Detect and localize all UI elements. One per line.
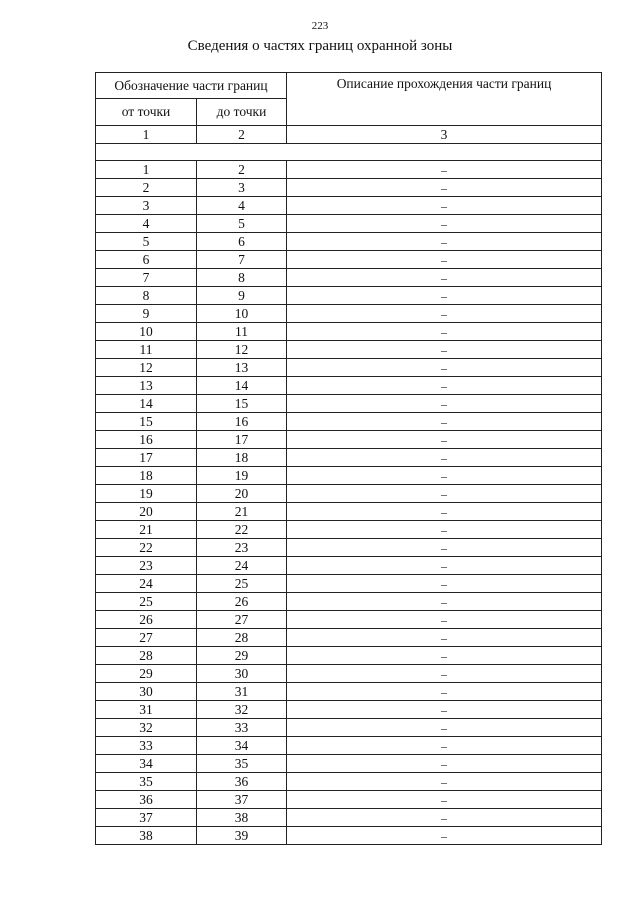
description-cell: – <box>287 287 602 305</box>
column-number-row <box>96 126 602 144</box>
to-point-cell: 23 <box>197 539 287 557</box>
to-point-cell: 16 <box>197 413 287 431</box>
table-row <box>96 161 602 179</box>
designation-header: Обозначение части границ <box>96 73 287 99</box>
from-point-cell: 34 <box>96 755 197 773</box>
to-point-cell: 21 <box>197 503 287 521</box>
description-cell: – <box>287 467 602 485</box>
table-row <box>96 431 602 449</box>
description-cell: – <box>287 233 602 251</box>
description-cell: – <box>287 359 602 377</box>
table-row <box>96 269 602 287</box>
table-row <box>96 233 602 251</box>
description-cell: – <box>287 701 602 719</box>
table-row <box>96 305 602 323</box>
from-point-cell: 4 <box>96 215 197 233</box>
to-point-cell: 11 <box>197 323 287 341</box>
description-cell: – <box>287 161 602 179</box>
from-point-cell: 20 <box>96 503 197 521</box>
from-point-cell: 21 <box>96 521 197 539</box>
to-point-cell: 33 <box>197 719 287 737</box>
to-point-cell: 18 <box>197 449 287 467</box>
description-cell: – <box>287 539 602 557</box>
description-cell: – <box>287 629 602 647</box>
description-cell: – <box>287 431 602 449</box>
description-cell: – <box>287 737 602 755</box>
to-point-cell: 15 <box>197 395 287 413</box>
from-point-cell: 17 <box>96 449 197 467</box>
to-point-cell: 13 <box>197 359 287 377</box>
table-row <box>96 737 602 755</box>
table-row <box>96 179 602 197</box>
to-point-cell: 6 <box>197 233 287 251</box>
description-cell: – <box>287 809 602 827</box>
description-cell: – <box>287 773 602 791</box>
table-row <box>96 323 602 341</box>
table-row <box>96 377 602 395</box>
table-row <box>96 773 602 791</box>
description-cell: – <box>287 269 602 287</box>
to-point-cell: 14 <box>197 377 287 395</box>
table-row <box>96 521 602 539</box>
table-row <box>96 719 602 737</box>
from-point-cell: 30 <box>96 683 197 701</box>
from-point-cell: 35 <box>96 773 197 791</box>
spacer-cell <box>96 144 602 161</box>
from-point-cell: 19 <box>96 485 197 503</box>
description-cell: – <box>287 413 602 431</box>
table-row <box>96 467 602 485</box>
table-row <box>96 503 602 521</box>
table-row <box>96 701 602 719</box>
from-point-cell: 27 <box>96 629 197 647</box>
from-point-cell: 31 <box>96 701 197 719</box>
to-point-cell: 19 <box>197 467 287 485</box>
table-row <box>96 809 602 827</box>
to-point-cell: 32 <box>197 701 287 719</box>
to-point-cell: 36 <box>197 773 287 791</box>
table-row <box>96 251 602 269</box>
table-row <box>96 287 602 305</box>
from-point-cell: 24 <box>96 575 197 593</box>
description-cell: – <box>287 755 602 773</box>
to-point-cell: 10 <box>197 305 287 323</box>
description-cell: – <box>287 341 602 359</box>
from-point-header: от точки <box>96 99 197 126</box>
from-point-cell: 5 <box>96 233 197 251</box>
to-point-cell: 2 <box>197 161 287 179</box>
table-row <box>96 539 602 557</box>
to-point-cell: 29 <box>197 647 287 665</box>
to-point-cell: 4 <box>197 197 287 215</box>
table-row <box>96 665 602 683</box>
column-number: 1 <box>96 126 197 144</box>
to-point-cell: 30 <box>197 665 287 683</box>
description-cell: – <box>287 485 602 503</box>
column-number: 2 <box>197 126 287 144</box>
description-cell: – <box>287 197 602 215</box>
to-point-cell: 17 <box>197 431 287 449</box>
table-row <box>96 557 602 575</box>
from-point-cell: 7 <box>96 269 197 287</box>
from-point-cell: 3 <box>96 197 197 215</box>
to-point-cell: 25 <box>197 575 287 593</box>
description-cell: – <box>287 575 602 593</box>
boundary-parts-table <box>95 72 602 845</box>
description-cell: – <box>287 377 602 395</box>
to-point-header: до точки <box>197 99 287 126</box>
description-cell: – <box>287 503 602 521</box>
from-point-cell: 15 <box>96 413 197 431</box>
description-cell: – <box>287 323 602 341</box>
description-cell: – <box>287 449 602 467</box>
description-cell: – <box>287 665 602 683</box>
from-point-cell: 18 <box>96 467 197 485</box>
from-point-cell: 11 <box>96 341 197 359</box>
from-point-cell: 13 <box>96 377 197 395</box>
to-point-cell: 12 <box>197 341 287 359</box>
description-cell: – <box>287 305 602 323</box>
from-point-cell: 33 <box>96 737 197 755</box>
from-point-cell: 25 <box>96 593 197 611</box>
from-point-cell: 29 <box>96 665 197 683</box>
table-row <box>96 215 602 233</box>
description-cell: – <box>287 395 602 413</box>
to-point-cell: 35 <box>197 755 287 773</box>
to-point-cell: 8 <box>197 269 287 287</box>
table-row <box>96 755 602 773</box>
column-number: 3 <box>287 126 602 144</box>
to-point-cell: 22 <box>197 521 287 539</box>
description-cell: – <box>287 251 602 269</box>
table-row <box>96 593 602 611</box>
header-row <box>96 73 602 99</box>
description-cell: – <box>287 593 602 611</box>
description-cell: – <box>287 791 602 809</box>
table-row <box>96 395 602 413</box>
from-point-cell: 26 <box>96 611 197 629</box>
from-point-cell: 22 <box>96 539 197 557</box>
spacer-row <box>96 144 602 161</box>
to-point-cell: 39 <box>197 827 287 845</box>
table-row <box>96 485 602 503</box>
description-cell: – <box>287 611 602 629</box>
to-point-cell: 28 <box>197 629 287 647</box>
page-title: Сведения о частях границ охранной зоны <box>187 38 453 54</box>
from-point-cell: 38 <box>96 827 197 845</box>
to-point-cell: 38 <box>197 809 287 827</box>
description-cell: – <box>287 179 602 197</box>
from-point-cell: 2 <box>96 179 197 197</box>
to-point-cell: 5 <box>197 215 287 233</box>
to-point-cell: 26 <box>197 593 287 611</box>
description-cell: – <box>287 683 602 701</box>
from-point-cell: 1 <box>96 161 197 179</box>
table-row <box>96 341 602 359</box>
from-point-cell: 12 <box>96 359 197 377</box>
to-point-cell: 31 <box>197 683 287 701</box>
from-point-cell: 6 <box>96 251 197 269</box>
description-cell: – <box>287 557 602 575</box>
to-point-cell: 27 <box>197 611 287 629</box>
from-point-cell: 14 <box>96 395 197 413</box>
table-row <box>96 629 602 647</box>
page-number: 223 <box>311 20 329 32</box>
table-row <box>96 827 602 845</box>
description-header: Описание прохождения части границ <box>287 73 602 126</box>
from-point-cell: 36 <box>96 791 197 809</box>
to-point-cell: 3 <box>197 179 287 197</box>
from-point-cell: 10 <box>96 323 197 341</box>
description-cell: – <box>287 215 602 233</box>
from-point-cell: 28 <box>96 647 197 665</box>
description-cell: – <box>287 827 602 845</box>
to-point-cell: 34 <box>197 737 287 755</box>
to-point-cell: 24 <box>197 557 287 575</box>
table-row <box>96 575 602 593</box>
to-point-cell: 20 <box>197 485 287 503</box>
table-row <box>96 683 602 701</box>
table-row <box>96 197 602 215</box>
from-point-cell: 16 <box>96 431 197 449</box>
from-point-cell: 32 <box>96 719 197 737</box>
description-cell: – <box>287 647 602 665</box>
table-row <box>96 791 602 809</box>
table-row <box>96 359 602 377</box>
to-point-cell: 37 <box>197 791 287 809</box>
to-point-cell: 7 <box>197 251 287 269</box>
table-row <box>96 611 602 629</box>
table-row <box>96 413 602 431</box>
table-row <box>96 647 602 665</box>
description-cell: – <box>287 719 602 737</box>
from-point-cell: 23 <box>96 557 197 575</box>
to-point-cell: 9 <box>197 287 287 305</box>
from-point-cell: 37 <box>96 809 197 827</box>
from-point-cell: 8 <box>96 287 197 305</box>
table-row <box>96 449 602 467</box>
from-point-cell: 9 <box>96 305 197 323</box>
description-cell: – <box>287 521 602 539</box>
